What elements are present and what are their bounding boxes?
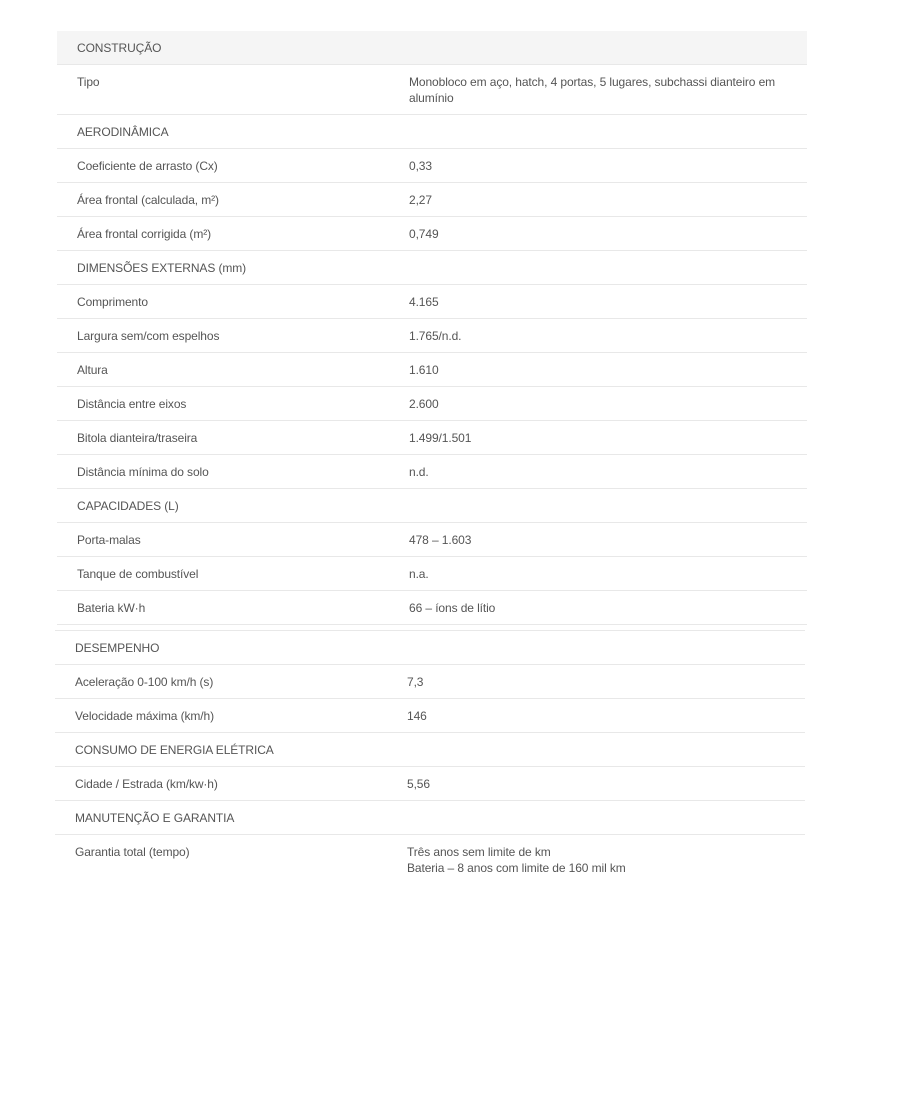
spec-label: Área frontal corrigida (m²)	[57, 217, 409, 251]
spec-label: Comprimento	[57, 285, 409, 319]
spec-row	[55, 665, 805, 699]
spec-label: Velocidade máxima (km/h)	[55, 699, 407, 733]
spec-value: 2,27	[409, 183, 807, 217]
spec-value: 0,33	[409, 149, 807, 183]
section-row	[55, 733, 805, 767]
section-title: CAPACIDADES (L)	[57, 489, 409, 523]
spec-label: Tipo	[57, 65, 409, 115]
spec-row	[57, 455, 807, 489]
spec-value: 66 – íons de lítio	[409, 591, 807, 625]
spec-label: Largura sem/com espelhos	[57, 319, 409, 353]
section-title: CONSUMO DE ENERGIA ELÉTRICA	[55, 733, 407, 767]
spec-value: 4.165	[409, 285, 807, 319]
spec-row	[57, 217, 807, 251]
spec-table-performance	[55, 630, 805, 884]
section-row	[57, 489, 807, 523]
spec-value-line: Três anos sem limite de km	[407, 845, 551, 859]
section-row	[57, 31, 807, 65]
spec-row	[57, 387, 807, 421]
spec-row	[57, 183, 807, 217]
spec-row	[55, 835, 805, 885]
spec-label: Tanque de combustível	[57, 557, 409, 591]
spec-label: Área frontal (calculada, m²)	[57, 183, 409, 217]
section-row	[55, 631, 805, 665]
spec-label: Bateria kW·h	[57, 591, 409, 625]
spec-value: 2.600	[409, 387, 807, 421]
spec-table-construction	[57, 31, 807, 625]
spec-label: Porta-malas	[57, 523, 409, 557]
spec-value: 0,749	[409, 217, 807, 251]
spec-value: 1.499/1.501	[409, 421, 807, 455]
spec-label: Altura	[57, 353, 409, 387]
section-title: DESEMPENHO	[55, 631, 407, 665]
spec-value: n.a.	[409, 557, 807, 591]
section-row	[55, 801, 805, 835]
spec-value: 478 – 1.603	[409, 523, 807, 557]
spec-value: 5,56	[407, 767, 805, 801]
spec-label: Aceleração 0-100 km/h (s)	[55, 665, 407, 699]
spec-value	[407, 835, 805, 885]
spec-row	[55, 699, 805, 733]
spec-label: Distância entre eixos	[57, 387, 409, 421]
spec-row	[57, 319, 807, 353]
spec-value: 1.610	[409, 353, 807, 387]
spec-row	[57, 421, 807, 455]
section-title: MANUTENÇÃO E GARANTIA	[55, 801, 407, 835]
spec-row	[57, 591, 807, 625]
spec-value-line: Bateria – 8 anos com limite de 160 mil km	[407, 861, 626, 875]
spec-row	[55, 767, 805, 801]
spec-row	[57, 353, 807, 387]
spec-row	[57, 65, 807, 115]
spec-value: 1.765/n.d.	[409, 319, 807, 353]
section-row	[57, 251, 807, 285]
spec-label: Distância mínima do solo	[57, 455, 409, 489]
spec-value: 146	[407, 699, 805, 733]
spec-label: Cidade / Estrada (km/kw·h)	[55, 767, 407, 801]
spec-label: Bitola dianteira/traseira	[57, 421, 409, 455]
spec-row	[57, 149, 807, 183]
spec-value: n.d.	[409, 455, 807, 489]
section-title: DIMENSÕES EXTERNAS (mm)	[57, 251, 409, 285]
spec-value: Monobloco em aço, hatch, 4 portas, 5 lugares, subchassi dianteiro em alumínio	[409, 65, 807, 115]
section-row	[57, 115, 807, 149]
section-title: AERODINÂMICA	[57, 115, 409, 149]
spec-value: 7,3	[407, 665, 805, 699]
spec-row	[57, 523, 807, 557]
spec-label: Coeficiente de arrasto (Cx)	[57, 149, 409, 183]
spec-row	[57, 285, 807, 319]
spec-row	[57, 557, 807, 591]
spec-label: Garantia total (tempo)	[75, 845, 190, 859]
section-title: CONSTRUÇÃO	[57, 31, 409, 65]
